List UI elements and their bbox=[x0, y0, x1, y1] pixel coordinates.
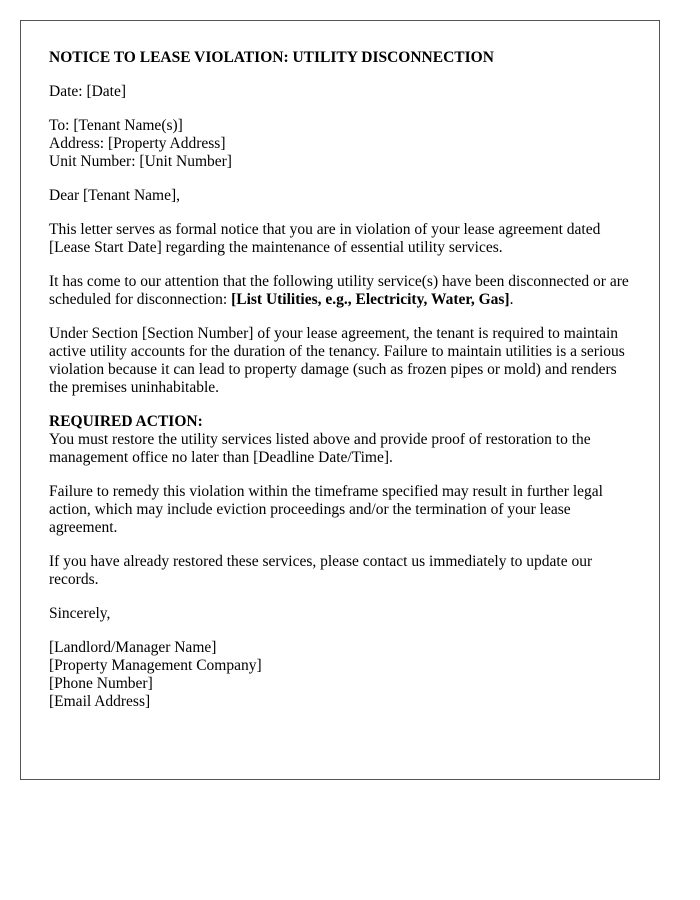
letter-date: Date: [Date] bbox=[49, 83, 127, 100]
paragraph-utilities bbox=[49, 273, 631, 309]
paragraph-lease-section: Under Section [Section Number] of your lease agreement, the tenant is required to maintain active utility accounts for the duration of the tenancy. Failure to maintain utilities is a serious violation because it can lead to property damage (such as frozen pipes or mold) and renders the premises uninhabitable. bbox=[49, 325, 625, 396]
utilities-list: [List Utilities, e.g., Electricity, Water, Gas] bbox=[231, 291, 510, 308]
recipient-block bbox=[49, 117, 631, 171]
paragraph-consequences: Failure to remedy this violation within the timeframe specified may result in further legal action, which may include eviction proceedings and/or the termination of your lease agreement. bbox=[49, 483, 603, 536]
signature-company: [Property Management Company] bbox=[49, 657, 262, 674]
signature-block bbox=[49, 639, 631, 711]
closing: Sincerely, bbox=[49, 605, 111, 622]
signature-phone: [Phone Number] bbox=[49, 675, 153, 692]
required-action-block bbox=[49, 413, 631, 467]
paragraph-contact: If you have already restored these services, please contact us immediately to update our records. bbox=[49, 553, 593, 588]
utilities-text-before: It has come to our attention that the following utility service(s) have been disconnected or are scheduled for disconnection: bbox=[49, 273, 629, 308]
required-action-heading: REQUIRED ACTION: bbox=[49, 413, 203, 430]
letter-document bbox=[20, 20, 660, 780]
recipient-unit: Unit Number: [Unit Number] bbox=[49, 153, 232, 170]
paragraph-notice: This letter serves as formal notice that you are in violation of your lease agreement dated [Lease Start Date] regarding the maintenance of essential utility services. bbox=[49, 221, 601, 256]
signature-name: [Landlord/Manager Name] bbox=[49, 639, 217, 656]
recipient-address: Address: [Property Address] bbox=[49, 135, 226, 152]
salutation: Dear [Tenant Name], bbox=[49, 187, 181, 204]
utilities-text-after: . bbox=[509, 291, 514, 308]
signature-email: [Email Address] bbox=[49, 693, 151, 710]
recipient-to: To: [Tenant Name(s)] bbox=[49, 117, 183, 134]
required-action-text: You must restore the utility services listed above and provide proof of restoration to the management office no later than [Deadline Date/Time]. bbox=[49, 431, 591, 466]
letter-title: NOTICE TO LEASE VIOLATION: UTILITY DISCONNECTION bbox=[49, 49, 494, 66]
